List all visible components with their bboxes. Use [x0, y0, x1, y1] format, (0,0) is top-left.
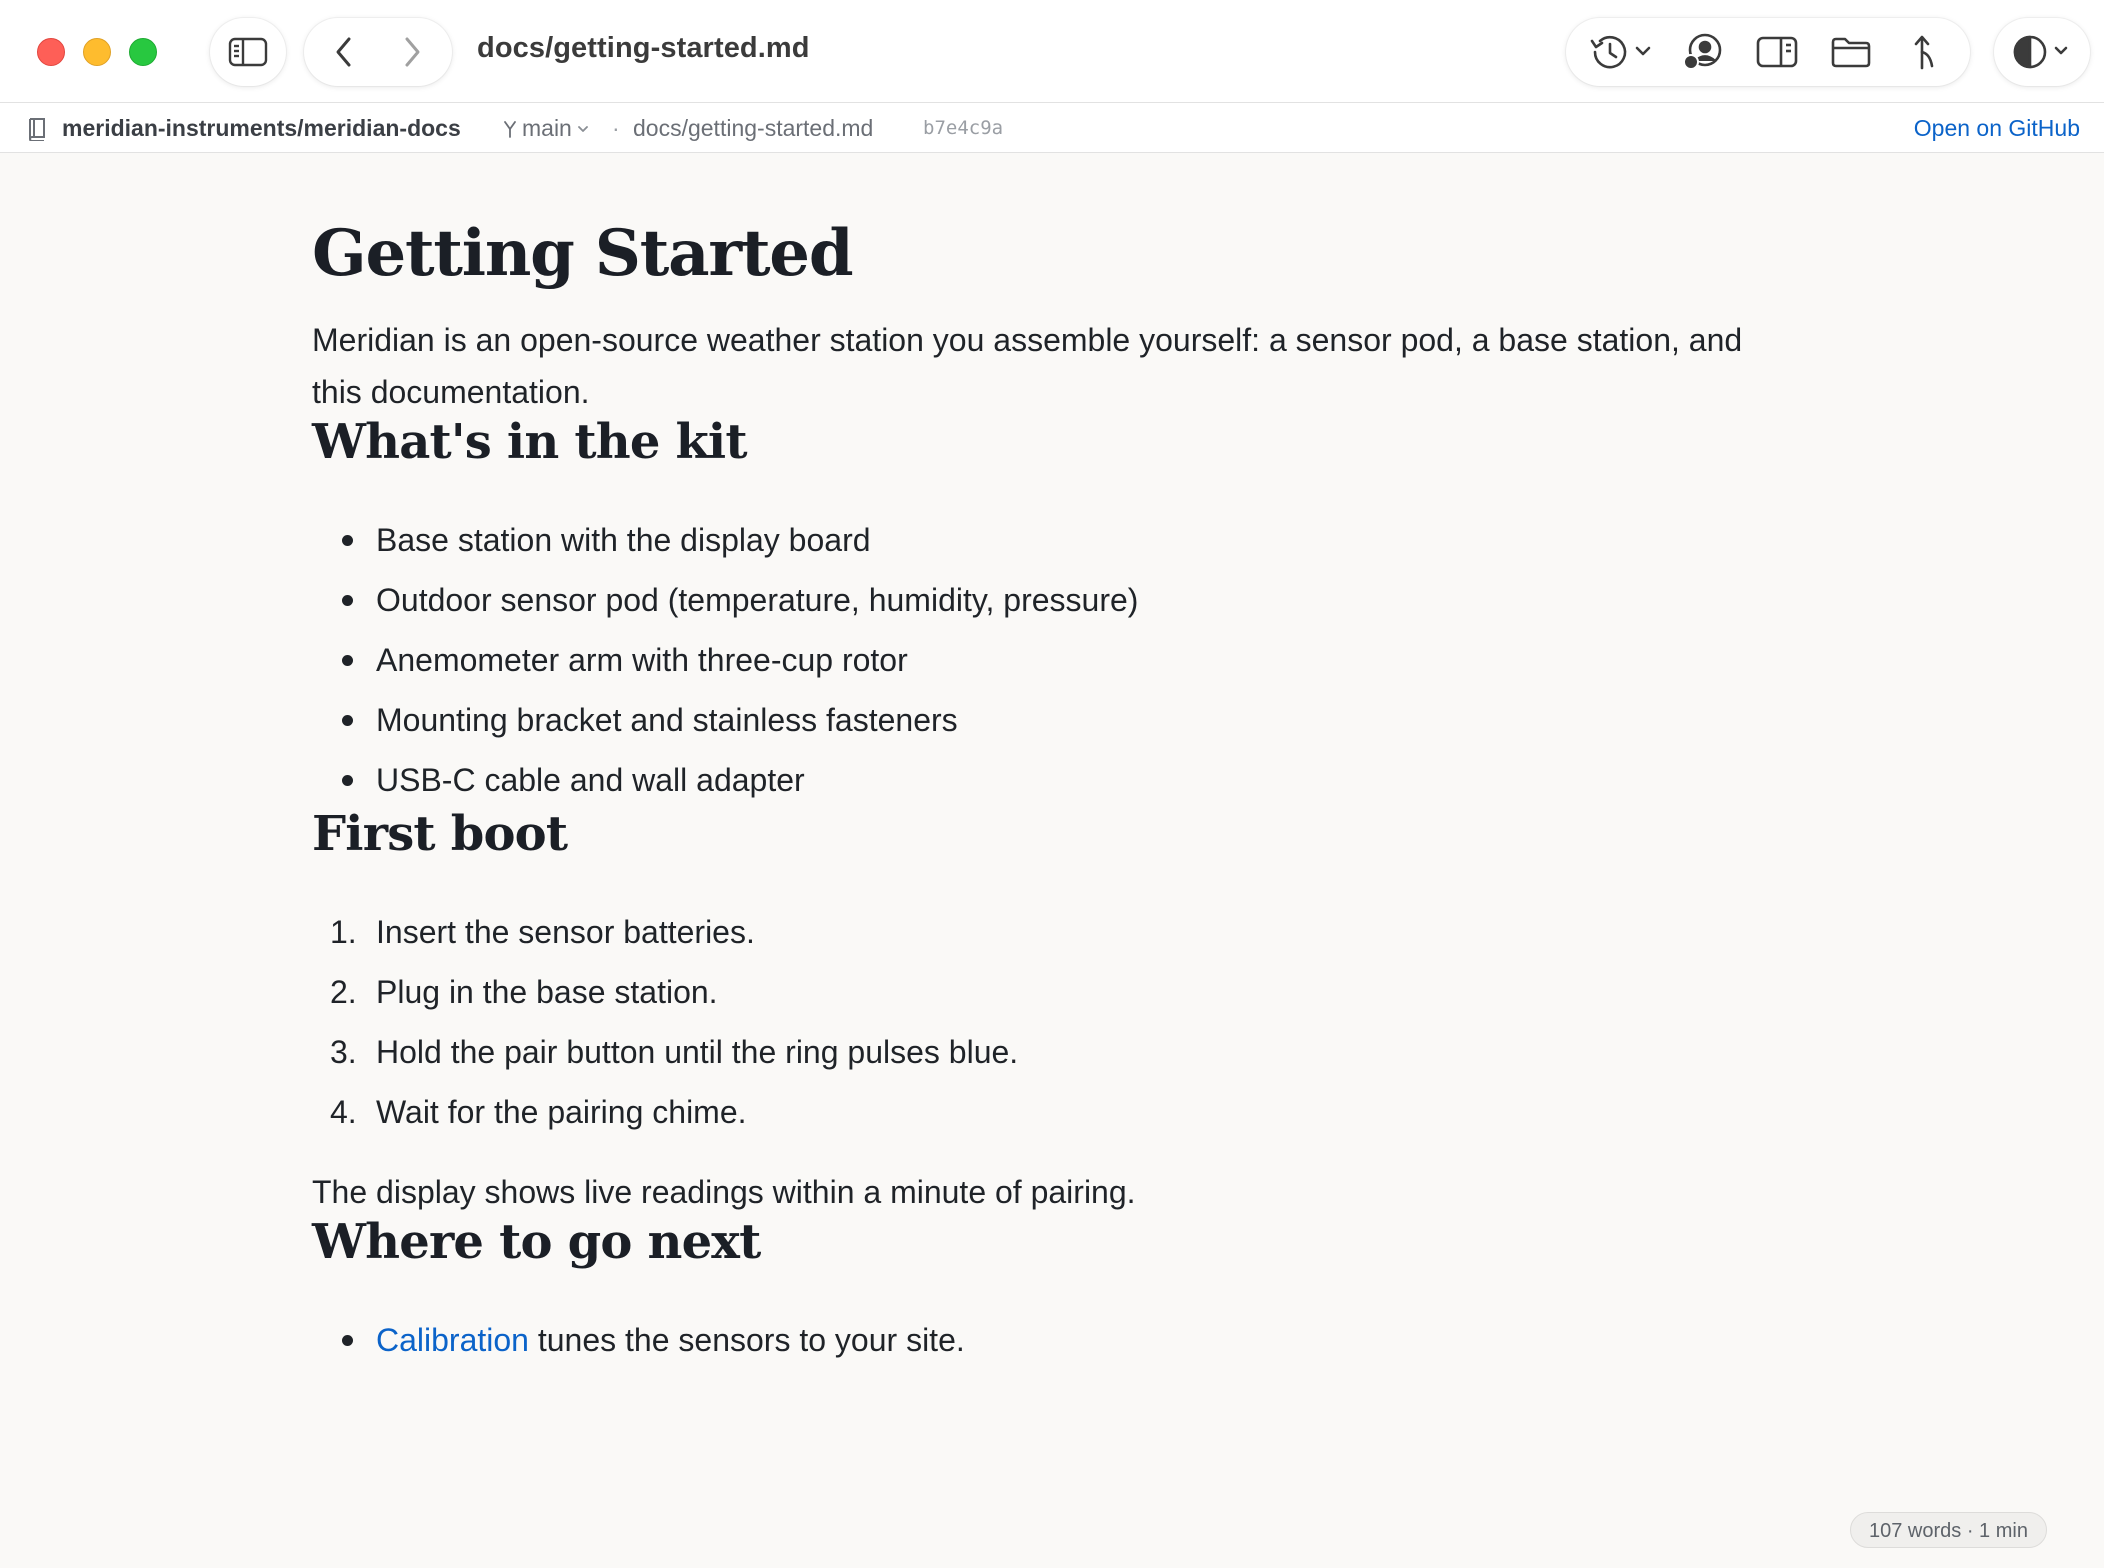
list-item: [312, 750, 1792, 810]
file-path: docs/getting-started.md: [633, 115, 874, 141]
first-boot-heading: First boot: [312, 806, 568, 862]
sidebar-toggle-group: [210, 18, 286, 86]
list-item-text: USB-C cable and wall adapter: [376, 762, 805, 798]
contributors-icon: [1681, 32, 1725, 72]
list-item: [312, 510, 1792, 570]
list-item-text: Anemometer arm with three-cup rotor: [376, 642, 908, 678]
navigation-group: [304, 18, 452, 86]
next-steps-heading: Where to go next: [312, 1214, 761, 1270]
bullet-dot: [342, 535, 353, 546]
path-bar: [0, 103, 2104, 153]
bullet-dot: [342, 775, 353, 786]
list-item-text: Wait for the pairing chime.: [376, 1094, 747, 1130]
list-item-text: Insert the sensor batteries.: [376, 914, 755, 950]
history-menu-button[interactable]: [1587, 24, 1653, 80]
commit-sha[interactable]: b7e4c9a: [923, 117, 1004, 139]
branch-selector[interactable]: [502, 115, 590, 142]
folder-icon: [1830, 35, 1872, 69]
list-item-text: Mounting bracket and stainless fasteners: [376, 702, 958, 738]
list-item: [312, 962, 1792, 1022]
pairing-note: The display shows live readings within a minute of pairing.: [312, 1174, 1136, 1210]
list-item-text: Base station with the display board: [376, 522, 871, 558]
step-number: 1.: [330, 914, 357, 950]
bullet-dot: [342, 715, 353, 726]
list-item-text: Plug in the base station.: [376, 974, 718, 1010]
intro-paragraph: Meridian is an open-source weather station you assemble yourself: a sensor pod, a base station, and this documentation.: [312, 322, 1743, 410]
back-button[interactable]: [320, 24, 368, 80]
bullet-dot: [342, 595, 353, 606]
word-count-badge: 107 words · 1 min: [1850, 1512, 2047, 1548]
next-steps-list: [312, 1310, 1792, 1370]
list-item-text: Hold the pair button until the ring pulses blue.: [376, 1034, 1019, 1070]
theme-menu-button[interactable]: [2011, 24, 2073, 80]
page-title: Getting Started: [312, 216, 853, 291]
kit-list: [312, 510, 1792, 810]
window-title: docs/getting-started.md: [477, 32, 810, 64]
step-number: 4.: [330, 1094, 357, 1130]
tools-group: [1566, 18, 1970, 86]
step-number: 3.: [330, 1034, 357, 1070]
split-view-icon: [1756, 35, 1798, 69]
list-item: [312, 1022, 1792, 1082]
theme-group: [1994, 18, 2090, 86]
document-content: [312, 154, 1792, 1370]
list-item-text: Outdoor sensor pod (temperature, humidity, pressure): [376, 582, 1139, 618]
chevron-down-icon: [576, 123, 590, 135]
folder-button[interactable]: [1827, 24, 1875, 80]
calibration-link[interactable]: Calibration: [376, 1322, 529, 1358]
bullet-dot: [342, 1335, 353, 1346]
list-item: [312, 902, 1792, 962]
repository-name[interactable]: meridian-instruments/meridian-docs: [62, 115, 461, 141]
split-view-button[interactable]: [1753, 24, 1801, 80]
close-window-button[interactable]: [37, 38, 65, 66]
history-icon: [1587, 32, 1653, 72]
chevron-left-icon: [332, 35, 356, 69]
branch-name: main: [522, 115, 572, 141]
first-boot-steps: [312, 902, 1792, 1142]
contrast-icon: [2011, 33, 2073, 71]
path-separator: ·: [612, 115, 620, 141]
list-item: [312, 570, 1792, 630]
list-item-text: tunes the sensors to your site.: [528, 1322, 965, 1358]
repository-icon: [26, 117, 48, 141]
list-item: [312, 630, 1792, 690]
forward-button[interactable]: [388, 24, 436, 80]
chevron-right-icon: [400, 35, 424, 69]
branch-graph-button[interactable]: [1901, 24, 1949, 80]
sidebar-icon: [228, 36, 268, 68]
title-bar: [0, 0, 2104, 103]
open-on-github-link[interactable]: Open on GitHub: [1913, 115, 2080, 141]
list-item: [312, 690, 1792, 750]
contributors-button[interactable]: [1679, 24, 1727, 80]
list-item: [312, 1082, 1792, 1142]
zoom-window-button[interactable]: [129, 38, 157, 66]
sidebar-toggle-button[interactable]: [224, 24, 272, 80]
minimize-window-button[interactable]: [83, 38, 111, 66]
branch-graph-icon: [1910, 32, 1940, 72]
branch-icon: [502, 119, 518, 139]
kit-heading: What's in the kit: [312, 414, 747, 470]
step-number: 2.: [330, 974, 357, 1010]
bullet-dot: [342, 655, 353, 666]
list-item: [312, 1310, 1792, 1370]
